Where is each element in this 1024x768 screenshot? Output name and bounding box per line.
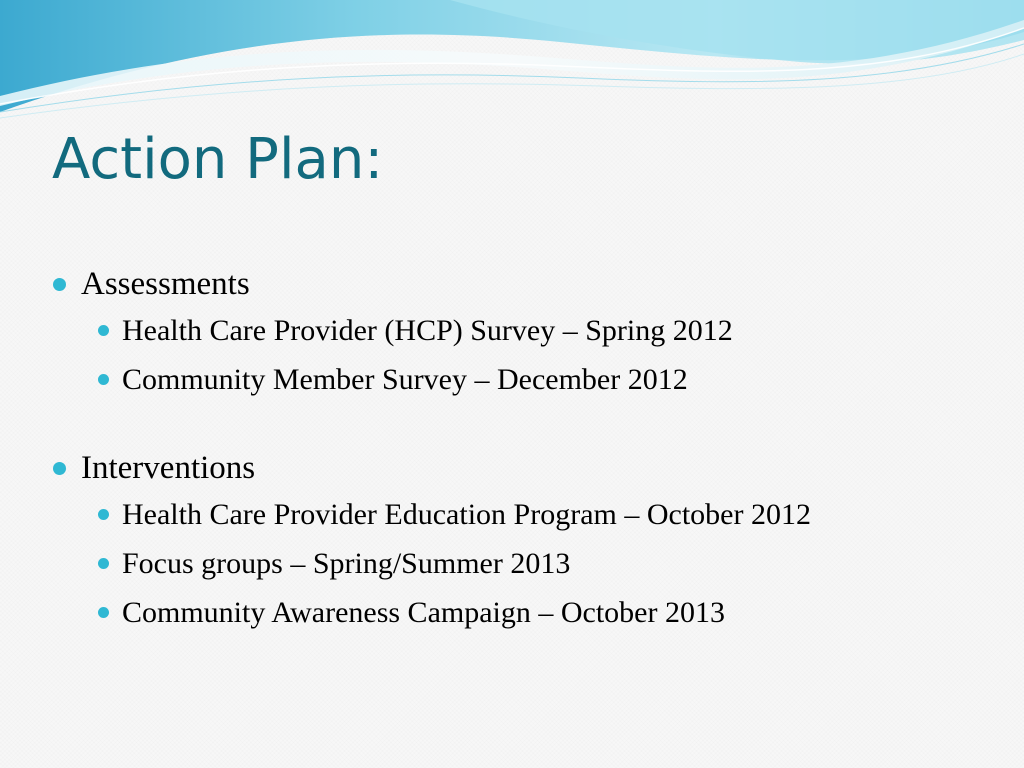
sub-bullet-text: Health Care Provider Education Program – October 2012 (122, 498, 811, 531)
bullet-dot-icon (98, 374, 109, 385)
section-heading: Assessments (81, 266, 250, 302)
sub-bullet-item (52, 490, 1002, 539)
sub-bullet-item (52, 355, 1002, 404)
sub-bullet-item (52, 588, 1002, 637)
bullet-dot-icon (98, 558, 109, 569)
bullet-dot-icon (98, 509, 109, 520)
bullet-dot-icon (53, 278, 66, 291)
bullet-dot-icon (53, 462, 66, 475)
slide-title: Action Plan: (52, 127, 384, 192)
bullet-level1 (52, 262, 1002, 306)
sub-bullet-list (52, 490, 1002, 637)
slide-content (52, 262, 1002, 679)
sub-bullet-text: Community Awareness Campaign – October 2013 (122, 596, 725, 629)
section-assessments (52, 262, 1002, 404)
sub-bullet-text: Focus groups – Spring/Summer 2013 (122, 547, 571, 580)
wave-header-decoration (0, 0, 1024, 130)
sub-bullet-item (52, 306, 1002, 355)
section-interventions (52, 446, 1002, 637)
bullet-level1 (52, 446, 1002, 490)
sub-bullet-list (52, 306, 1002, 404)
bullet-dot-icon (98, 607, 109, 618)
bullet-dot-icon (98, 325, 109, 336)
sub-bullet-text: Health Care Provider (HCP) Survey – Spring 2012 (122, 314, 733, 347)
sub-bullet-item (52, 539, 1002, 588)
section-heading: Interventions (81, 450, 256, 486)
sub-bullet-text: Community Member Survey – December 2012 (122, 363, 688, 396)
